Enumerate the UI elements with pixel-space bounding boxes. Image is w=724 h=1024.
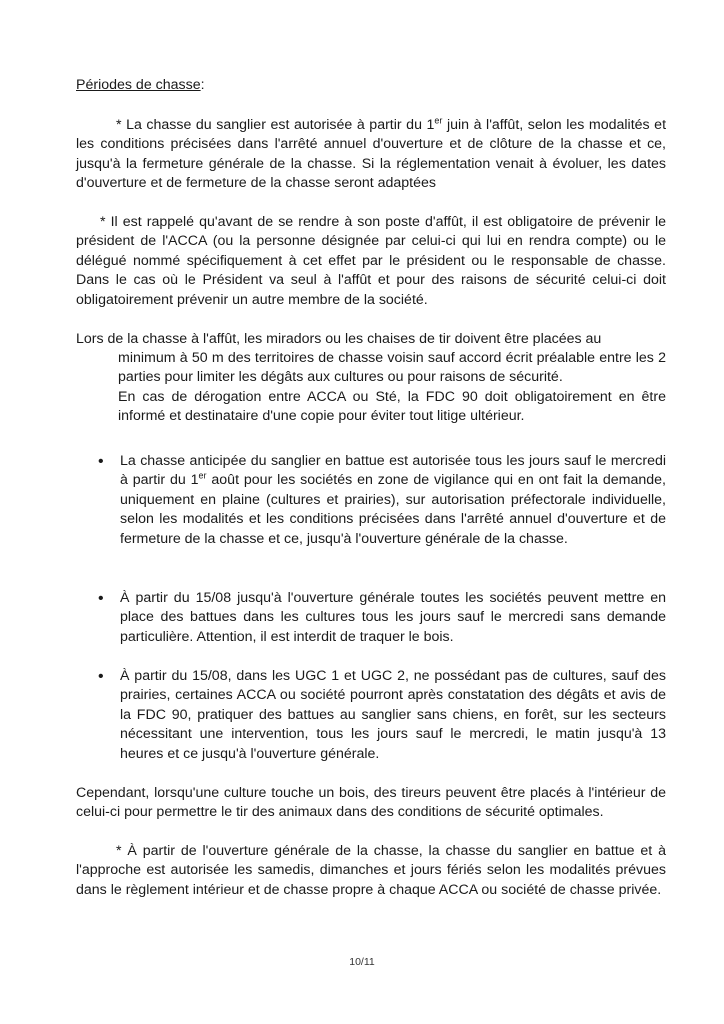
superscript-er: er: [198, 470, 207, 481]
paragraph-boar-affut-post: juin à l'affût, selon les modalités et les conditions précisées dans l'arrêté annuel d'ouverture et de clôture de la chasse et ce, jusqu'à la fermeture générale de la chasse. Si la réglementation venait à évoluer, les dates d'ouverture et de fermeture de la chasse seront adaptées: [76, 117, 667, 192]
paragraph-boar-affut-pre: * La chasse du sanglier est autorisée à partir du 1: [116, 117, 435, 133]
paragraph-miradors-rest: minimum à 50 m des territoires de chasse voisin sauf accord écrit préalable entre les 2 parties pour limiter les dégâts aux cultures ou pour raisons de sécurité.: [118, 350, 666, 386]
paragraph-crop-wood: Cependant, lorsqu'une culture touche un bois, des tireurs peuvent être placés à l'intérieur de celui-ci pour permettre le tir des animaux dans des conditions de sécurité optimales.: [76, 785, 666, 821]
bullet-marker: •: [98, 668, 104, 685]
paragraph-affut-notice: * Il est rappelé qu'avant de se rendre à son poste d'affût, il est obligatoire de prévenir le président de l'ACCA (ou la personne désignée par celui-ci qui lui en rendra compte) ou le délégué nommé spécifiquement à cet effet par le président ou le responsable de chasse. Dans le cas où le Président va seul à l'affût et pour des raisons de sécurité celui-ci doit obligatoirement prévenir un autre membre de la société.: [76, 214, 666, 308]
bullet-item-anticipated-hunt-pre: La chasse anticipée du sanglier en battue est autorisée tous les jours sauf le mercredi à partir du 1: [120, 453, 666, 489]
section-title: [76, 76, 205, 95]
bullet-item-anticipated-hunt-post: août pour les sociétés en zone de vigilance qui en ont fait la demande, uniquement en plaine (cultures et prairies), sur autorisation préfectorale individuelle, selon les modalités et les conditions précisées dans l'arrêté annuel d'ouverture et de fermeture de la chasse et ce, jusqu'à l'ouverture générale de la chasse.: [120, 472, 666, 547]
bullet-item-crop-battues: À partir du 15/08 jusqu'à l'ouverture générale toutes les sociétés peuvent mettre en place des battues dans les cultures tous les jours sauf le mercredi sans demande particulière. Attention, il est interdit de traquer le bois.: [120, 590, 666, 645]
paragraph-boar-affut: [76, 116, 666, 194]
paragraph-miradors-first-line: Lors de la chasse à l'affût, les miradors ou les chaises de tir doivent être placées au: [76, 331, 602, 347]
bullet-item-anticipated-hunt: [120, 452, 666, 549]
bullet-marker: •: [98, 590, 104, 607]
paragraph-derogation: En cas de dérogation entre ACCA ou Sté, la FDC 90 doit obligatoirement en être informé et destinataire d'une copie pour éviter tout litige ultérieur.: [118, 389, 666, 425]
page-number: 10/11: [349, 956, 375, 968]
section-title-text: Périodes de chasse: [76, 77, 201, 93]
bullet-marker: •: [98, 453, 104, 470]
bullet-item-ugc-battues: À partir du 15/08, dans les UGC 1 et UGC 2, ne possédant pas de cultures, sauf des prairies, certaines ACCA ou société pourront après constatation des dégâts et avis de la FDC 90, pratiquer des battues au sanglier sans chiens, en forêt, sur les secteurs nécessitant une intervention, tous les jours sauf le mercredi, le matin jusqu'à 13 heures et ce jusqu'à l'ouverture générale.: [120, 668, 666, 762]
section-title-suffix: :: [200, 77, 205, 93]
superscript-er: er: [434, 115, 443, 126]
paragraph-general-opening: * À partir de l'ouverture générale de la chasse, la chasse du sanglier en battue et à l'approche est autorisée les samedis, dimanches et jours fériés selon les modalités prévues dans le règlement intérieur et de chasse propre à chaque ACCA ou société de chasse privée.: [76, 843, 666, 898]
